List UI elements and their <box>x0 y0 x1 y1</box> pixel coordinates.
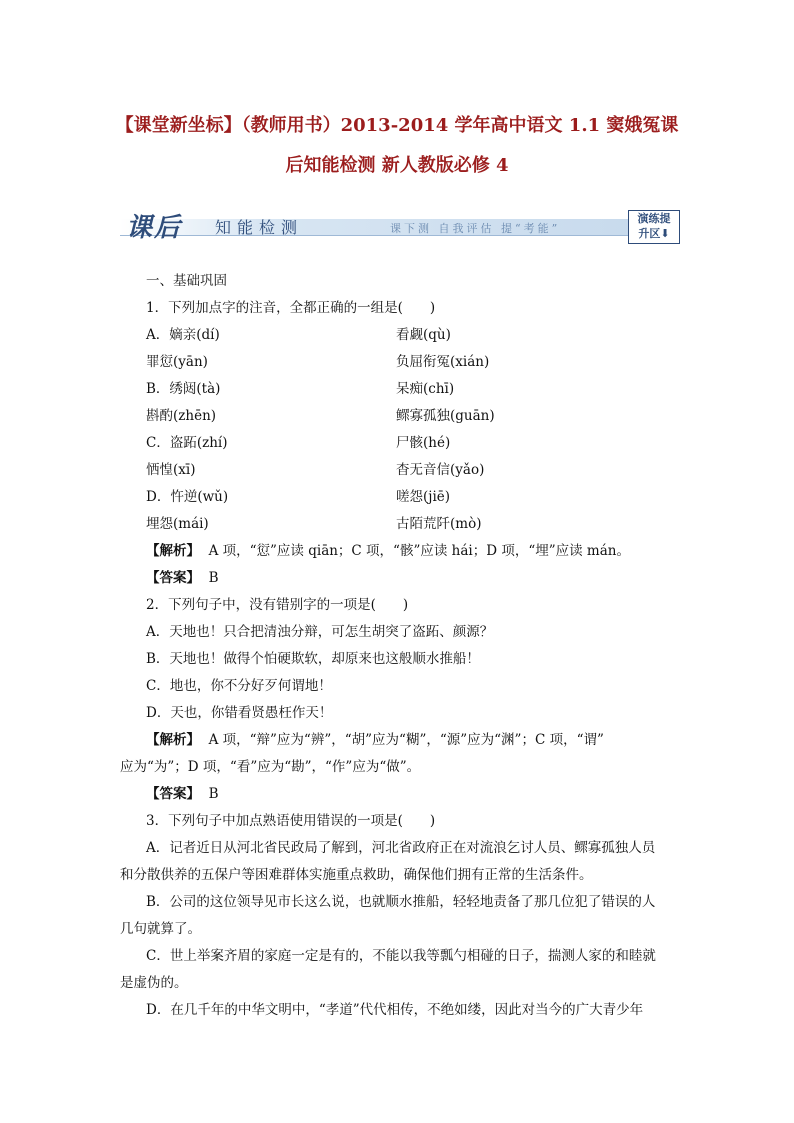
q3-option-b: B．公司的这位领导见市长这么说，也就顺水推船，轻轻地责备了那几位犯了错误的人 <box>146 894 656 910</box>
title-line-1: 【课堂新坐标】（教师用书）2013-2014 学年高中语文 1.1 窦娥冤课 <box>115 115 679 136</box>
q1-option-cell: 斟酌(zhēn) <box>146 408 217 424</box>
q1-option-cell: 嗟怨(jiē) <box>396 489 451 505</box>
q1-option-cell: 杳无音信(yǎo) <box>396 462 485 478</box>
answer-text: B <box>208 786 219 802</box>
q2-option: C．地也，你不分好歹何谓地！ <box>146 678 332 694</box>
q2-stem: 2．下列句子中，没有错别字的一项是( ) <box>146 597 409 613</box>
q2-option: B．天地也！做得个怕硬欺软，却原来也这般顺水推船！ <box>146 651 480 667</box>
answer-label: 【答案】 <box>146 786 200 802</box>
analysis-text: A 项，“愆”应读 qiān；C 项，“骸”应读 hái；D 项，“埋”应读 mán。 <box>208 543 630 559</box>
title-line-2: 后知能检测 新人教版必修 4 <box>285 155 509 176</box>
q3-option-b-cont: 几句就算了。 <box>120 921 201 937</box>
q3-option-a: A．记者近日从河北省民政局了解到，河北省政府正在对流浪乞讨人员、鳏寡孤独人员 <box>146 840 656 856</box>
q1-option-cell: A．嫡亲(dí) <box>146 327 220 343</box>
banner-title-stylized: 课后 <box>126 213 183 243</box>
q2-answer <box>146 785 219 803</box>
q2-option: D．天也，你错看贤愚枉作天！ <box>146 705 333 721</box>
banner-title: 知能检测 <box>215 218 304 237</box>
q1-option-cell: 呆痴(chī) <box>396 381 455 397</box>
q3-option-d: D．在几千年的中华文明中，“孝道”代代相传，不绝如缕，因此对当今的广大青少年 <box>146 1002 644 1018</box>
q1-option-cell: 负屈衔冤(xián) <box>396 354 490 370</box>
analysis-label: 【解析】 <box>146 543 200 559</box>
q2-analysis <box>146 731 604 749</box>
q1-stem: 1．下列加点字的注音，全都正确的一组是( ) <box>146 300 436 316</box>
badge-line-2: 升区 <box>638 227 661 240</box>
banner-slogan: 课下测 自我评估 提“考能” <box>390 222 561 235</box>
q3-option-c-cont: 是虚伪的。 <box>120 975 188 991</box>
q3-option-c: C．世上举案齐眉的家庭一定是有的，不能以我等瓢勺相碰的日子，揣测人家的和睦就 <box>146 948 656 964</box>
q1-option-cell: 尸骸(hé) <box>396 435 451 451</box>
q3-stem: 3．下列句子中加点熟语使用错误的一项是( ) <box>146 813 436 829</box>
badge-line-1: 演练提 <box>637 212 671 225</box>
q1-option-cell: 看觑(qù) <box>396 327 451 343</box>
q1-option-cell: B．绣闼(tà) <box>146 381 221 397</box>
q1-option-cell: 恓惶(xī) <box>146 462 196 478</box>
analysis-text: A 项，“辩”应为“辨”，“胡”应为“糊”，“源”应为“渊”；C 项，“谓” <box>208 732 604 748</box>
q3-option-a-cont: 和分散供养的五保户等困难群体实施重点救助，确保他们拥有正常的生活条件。 <box>120 867 593 883</box>
section-banner <box>120 207 680 245</box>
q1-option-cell: 鳏寡孤独(guān) <box>396 408 495 424</box>
q2-option: A．天地也！只合把清浊分辩，可怎生胡突了盗跖、颜源？ <box>146 624 494 640</box>
q1-option-cell: 罪愆(yān) <box>146 354 208 370</box>
practice-badge <box>628 210 680 244</box>
arrow-down-icon: ⬇ <box>660 227 670 240</box>
q2-analysis-cont: 应为“为”；D 项，“看”应为“勘”，“作”应为“做”。 <box>120 759 421 775</box>
answer-text: B <box>208 570 219 586</box>
answer-label: 【答案】 <box>146 570 200 586</box>
q1-analysis <box>146 542 630 560</box>
q1-option-cell: C．盗跖(zhí) <box>146 435 228 451</box>
q1-answer <box>146 569 219 587</box>
q1-option-cell: D．忤逆(wǔ) <box>146 489 229 505</box>
q1-option-cell: 古陌荒阡(mò) <box>396 516 482 532</box>
q1-option-cell: 埋怨(mái) <box>146 516 209 532</box>
analysis-label: 【解析】 <box>146 732 200 748</box>
section-heading: 一、基础巩固 <box>146 273 227 289</box>
